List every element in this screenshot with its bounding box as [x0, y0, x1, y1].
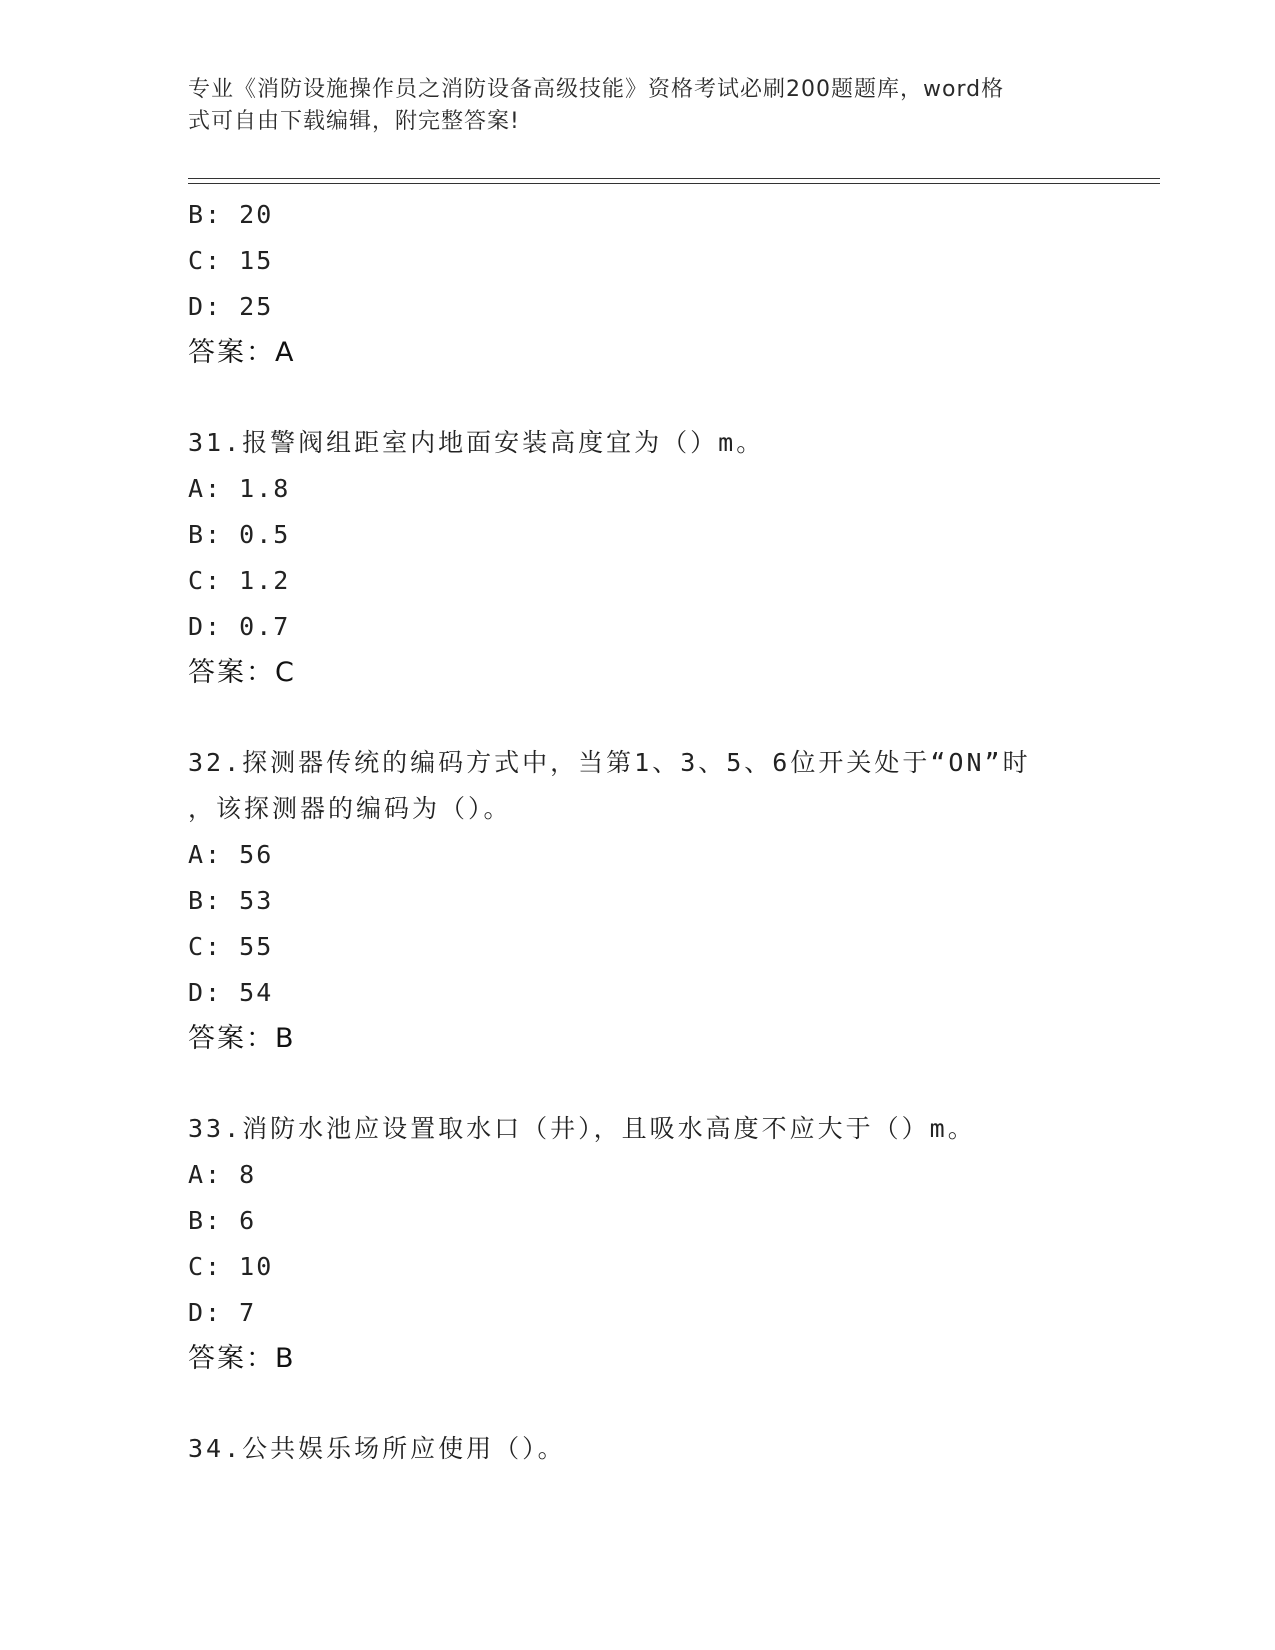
question-stem: 34.公共娱乐场所应使用（）。 — [188, 1434, 566, 1463]
question-list — [188, 192, 1088, 1472]
question-block-31 — [188, 420, 1088, 696]
question-stem: 33.消防水池应设置取水口（井），且吸水高度不应大于（）m。 — [188, 1114, 976, 1143]
option-d: D: 0.7 — [188, 612, 291, 641]
answer-line: 答案：B — [188, 1023, 296, 1054]
document-header — [188, 74, 1088, 138]
option-c: C: 15 — [188, 246, 274, 275]
header-line-2: 式可自由下载编辑，附完整答案! — [188, 109, 520, 134]
option-d: D: 7 — [188, 1298, 257, 1327]
option-d: D: 25 — [188, 292, 274, 321]
answer-line: 答案：B — [188, 1343, 296, 1374]
answer-line: 答案：A — [188, 337, 296, 368]
answer-line: 答案：C — [188, 657, 296, 688]
option-c: C: 55 — [188, 932, 274, 961]
spacer — [188, 696, 1088, 740]
spacer — [188, 1382, 1088, 1426]
spacer — [188, 1062, 1088, 1106]
header-line-1: 专业《消防设施操作员之消防设备高级技能》资格考试必刷200题题库，word格 — [188, 77, 1005, 102]
header-divider-bottom — [188, 183, 1160, 184]
option-c: C: 10 — [188, 1252, 274, 1281]
spacer — [188, 376, 1088, 420]
option-b: B: 6 — [188, 1206, 257, 1235]
question-stem: 31.报警阀组距室内地面安装高度宜为（）m。 — [188, 428, 765, 457]
question-block-34 — [188, 1426, 1088, 1472]
option-d: D: 54 — [188, 978, 274, 1007]
option-b: B: 0.5 — [188, 520, 291, 549]
option-a: A: 56 — [188, 840, 274, 869]
question-block-33 — [188, 1106, 1088, 1382]
question-block-32 — [188, 740, 1088, 1062]
option-c: C: 1.2 — [188, 566, 291, 595]
question-stem-line-1: 32.探测器传统的编码方式中，当第1、3、5、6位开关处于“ON”时 — [188, 748, 1031, 777]
question-stem-line-2: ，该探测器的编码为（）。 — [188, 794, 512, 823]
option-a: A: 1.8 — [188, 474, 291, 503]
option-a: A: 8 — [188, 1160, 257, 1189]
question-block-30 — [188, 192, 1088, 376]
option-b: B: 53 — [188, 886, 274, 915]
header-divider-top — [188, 178, 1160, 179]
option-b: B: 20 — [188, 200, 274, 229]
